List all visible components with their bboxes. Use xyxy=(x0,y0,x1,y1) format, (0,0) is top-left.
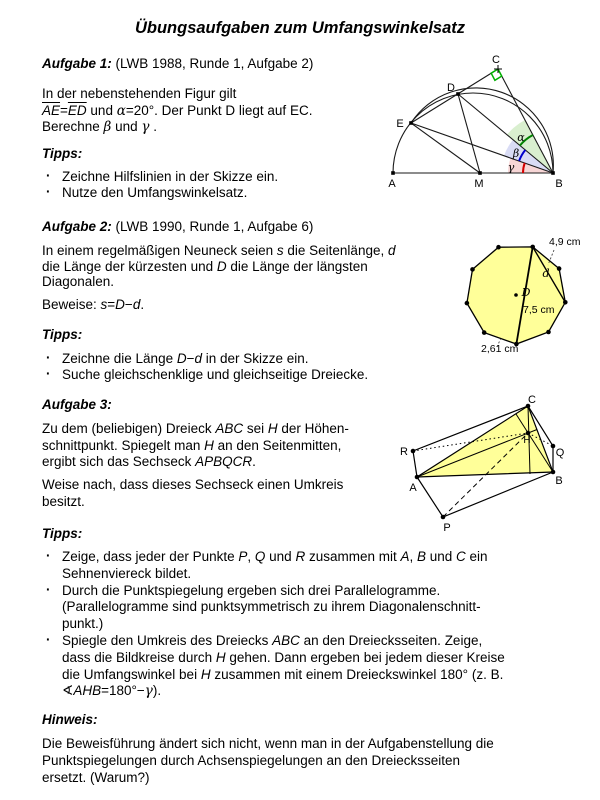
text-line: · Zeige, dass jeder der Punkte P, Q und R zusammen mit A, B und C ein xyxy=(62,549,488,564)
label-P: P xyxy=(443,522,451,534)
text-line: Weise nach, dass dieses Sechseck einen Umkreis xyxy=(42,477,344,492)
point-Q xyxy=(551,444,556,449)
segment-EM xyxy=(411,123,480,173)
point-A xyxy=(415,475,420,480)
text-line: Zu dem (beliebigen) Dreieck ABC sei H der Höhen- xyxy=(42,421,349,436)
label-short-diagonal-length: 4,9 cm xyxy=(549,236,581,248)
text-line: ersetzt. (Warum?) xyxy=(42,770,150,785)
exercise-1-label: Aufgabe 1: xyxy=(42,56,112,71)
text-line: · Nutze den Umfangswinkelsatz. xyxy=(62,184,248,200)
label-beta: β xyxy=(512,147,520,160)
label-B: B xyxy=(555,178,563,190)
segment-DM xyxy=(458,94,480,173)
label-d: d xyxy=(542,267,550,280)
text-line: · Zeichne Hilfslinien in der Skizze ein. xyxy=(62,169,279,184)
text-line: dass die Bildkreise durch H gehen. Dann ergeben bei jedem dieser Kreise xyxy=(62,649,505,665)
label-M: M xyxy=(474,178,484,190)
exercise-3-tipps-heading: Tipps: xyxy=(42,526,83,541)
text-line: · Suche gleichschenklige und gleichseitige Dreiecke. xyxy=(62,366,369,382)
exercise-2-tipps-heading: Tipps: xyxy=(42,327,83,342)
exercise-1-source: (LWB 1988, Runde 1, Aufgabe 2) xyxy=(111,56,314,71)
label-D: D xyxy=(521,286,531,299)
text-line: (Parallelogramme sind punktsymmetrisch zu ihrem Diagonalenschnitt- xyxy=(62,599,481,615)
exercise-2-paragraph xyxy=(42,243,396,290)
text-line: schnittpunkt. Spiegelt man H an den Seitenmitten, xyxy=(42,437,342,453)
exercise-2-source: (LWB 1990, Runde 1, Aufgabe 6) xyxy=(111,219,314,234)
figure-hexagon-triangle xyxy=(395,390,600,540)
text-line: · Spiegle den Umkreis des Dreiecks ABC an den Dreiecksseiten. Zeige, xyxy=(62,632,483,648)
text-line: Die Beweisführung ändert sich nicht, wenn man in der Aufgabenstellung die xyxy=(42,736,494,751)
hint-paragraph xyxy=(42,735,494,786)
list-item xyxy=(42,583,505,633)
text-line: In der nebenstehenden Figur gilt xyxy=(42,86,237,101)
label-E: E xyxy=(396,118,404,130)
label-alpha: α xyxy=(517,131,525,144)
list-item xyxy=(42,633,505,700)
point-D xyxy=(456,92,460,96)
list-item xyxy=(42,549,505,583)
text-line: Diagonalen. xyxy=(42,274,115,289)
text-line: besitzt. xyxy=(42,493,85,509)
label-Q: Q xyxy=(555,447,565,459)
point-C-cross xyxy=(494,65,502,73)
hint-heading: Hinweis: xyxy=(42,712,98,727)
figure-semicircle-angles xyxy=(383,52,600,195)
segment-DB xyxy=(458,94,553,173)
exercise-1-heading xyxy=(42,56,313,71)
label-C: C xyxy=(528,394,536,406)
exercise-3-paragraph-2 xyxy=(42,477,343,510)
label-R: R xyxy=(400,446,408,458)
label-B: B xyxy=(555,475,563,487)
point-A xyxy=(391,171,395,175)
text-line: ∢AHB=180°−γ). xyxy=(62,683,162,700)
point-R xyxy=(411,449,416,454)
segment-EC xyxy=(411,69,498,123)
label-A: A xyxy=(409,482,417,494)
exercise-2-label: Aufgabe 2: xyxy=(42,219,112,234)
text-line: In einem regelmäßigen Neuneck seien s die Seitenlänge, d xyxy=(42,243,396,258)
page-title: Übungsaufgaben zum Umfangswinkelsatz xyxy=(134,19,466,37)
center-dot xyxy=(514,293,518,297)
exercise-1-paragraph xyxy=(42,86,312,136)
exercise-2-heading xyxy=(42,219,313,234)
label-A: A xyxy=(388,178,396,190)
point-B xyxy=(551,470,556,475)
exercise-2-tipps-list xyxy=(42,351,368,382)
text-line: ergibt sich das Sechseck APBQCR. xyxy=(42,454,256,469)
label-gamma: γ xyxy=(507,161,515,174)
point-E xyxy=(409,121,413,125)
label-long-diagonal-length: 7,5 cm xyxy=(523,304,555,316)
text-line: $\overline{AE}=\overline{ED}$ und α=20°. Der Punkt D liegt auf EC. xyxy=(42,102,313,119)
point-B xyxy=(551,171,555,175)
right-angle-mark xyxy=(491,69,502,80)
text-line: die Umfangswinkel bei H zusammen mit einem Dreieckswinkel 180° (z. B. xyxy=(62,666,504,682)
label-C: C xyxy=(492,54,500,66)
text-line: Punktspiegelungen durch Achsenspiegelungen an den Dreiecksseiten xyxy=(42,753,461,768)
label-side-length: 2,61 cm xyxy=(481,343,519,355)
label-D: D xyxy=(447,82,455,94)
text-line: Sehnenviereck bildet. xyxy=(62,565,192,581)
text-line: · Durch die Punktspiegelung ergeben sich drei Parallelogramme. xyxy=(62,582,441,598)
list-item xyxy=(42,169,278,185)
point-M xyxy=(478,171,482,175)
exercise-3-heading: Aufgabe 3: xyxy=(42,397,112,412)
list-item xyxy=(42,351,368,367)
list-item xyxy=(42,185,278,201)
exercise-3-tipps-list xyxy=(42,549,505,700)
text-line: punkt.) xyxy=(62,616,104,632)
text-line: · Zeichne die Länge D−d in der Skizze ein. xyxy=(62,351,309,366)
exercise-1-tipps-heading: Tipps: xyxy=(42,146,83,161)
figure-nonagon xyxy=(450,228,600,365)
exercise-3-paragraph-1 xyxy=(42,421,349,471)
text-line: Berechne β und γ . xyxy=(42,119,157,135)
text-line: die Länge der kürzesten und D die Länge der längsten xyxy=(42,258,368,274)
point-P xyxy=(441,515,446,520)
label-H: H xyxy=(523,435,531,446)
list-item xyxy=(42,367,368,383)
exercise-1-tipps-list xyxy=(42,169,278,200)
exercise-2-claim: Beweise: s=D−d. xyxy=(42,297,145,312)
